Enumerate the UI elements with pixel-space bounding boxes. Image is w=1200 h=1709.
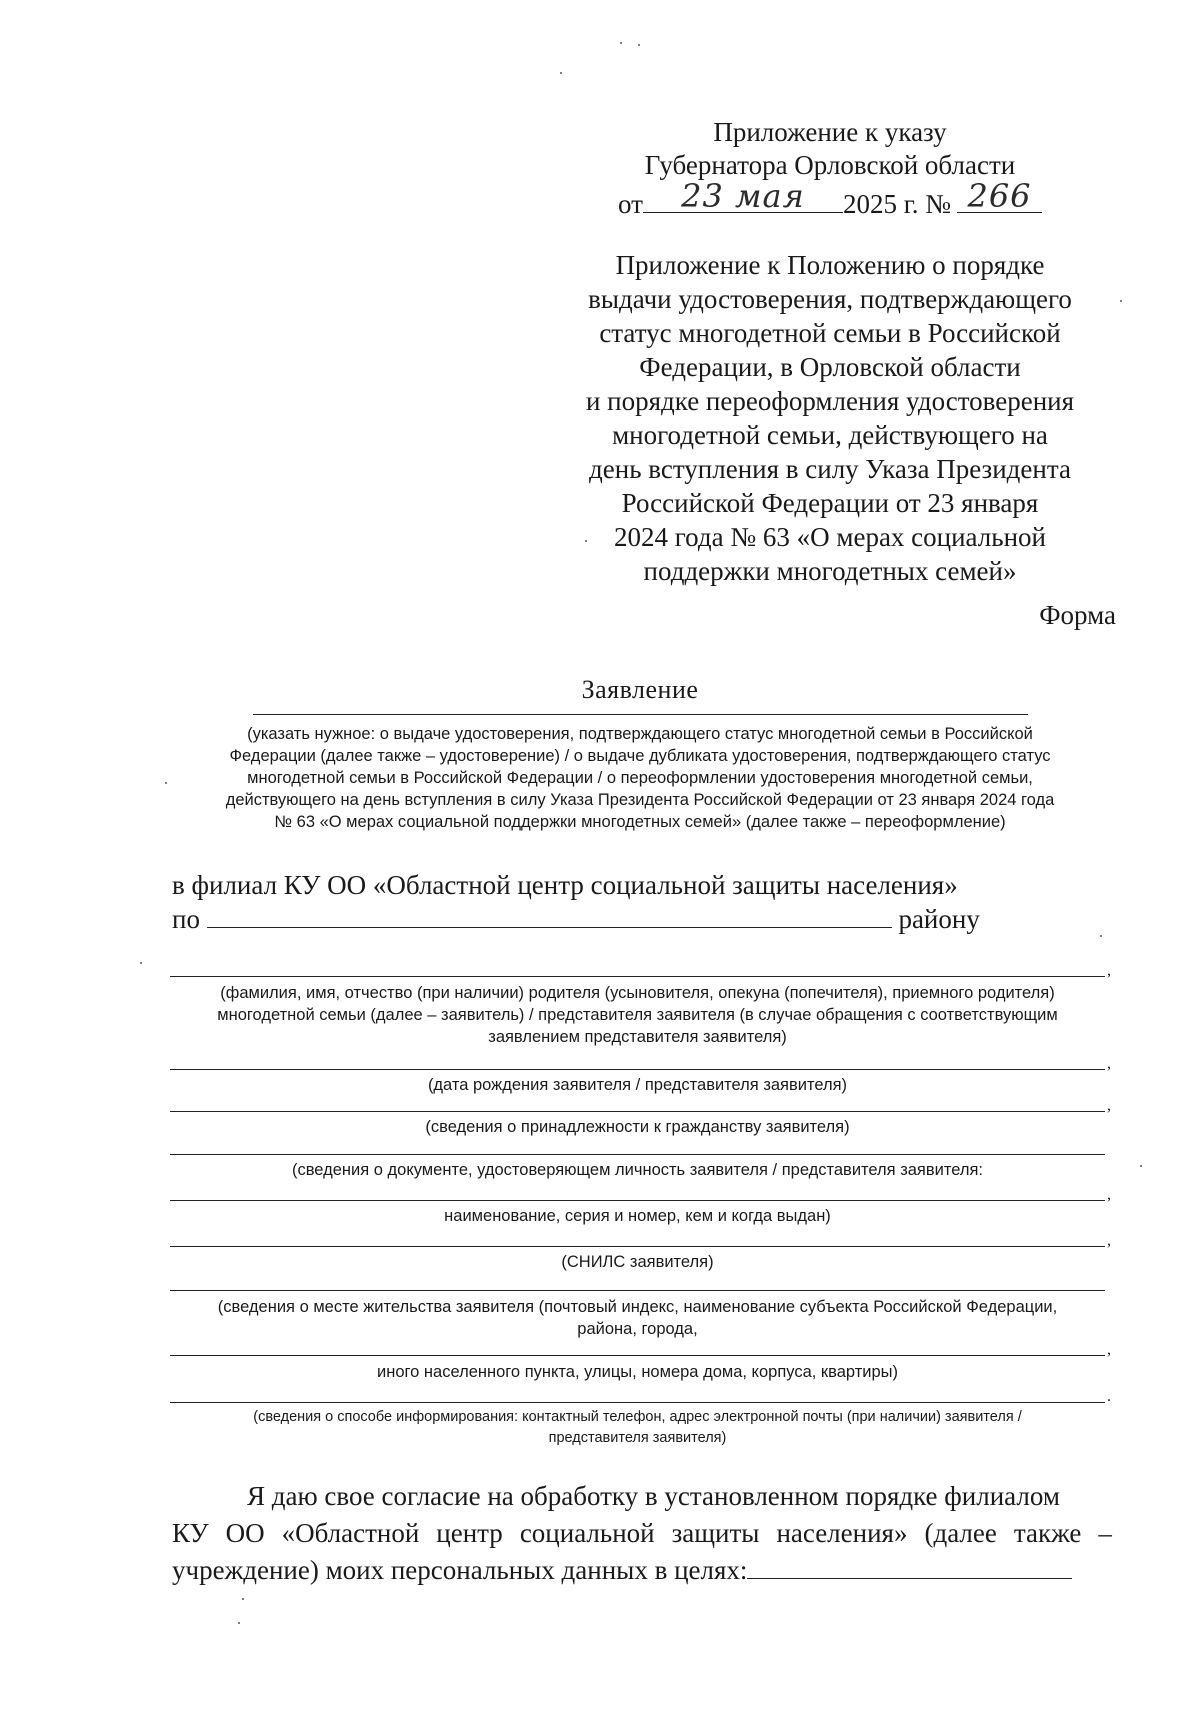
- field-comma: ,: [1107, 962, 1111, 979]
- regulation-line: день вступления в силу Указа Президента: [589, 454, 1071, 484]
- consent-word: –: [1098, 1518, 1112, 1548]
- district-prefix: по: [172, 904, 200, 934]
- consent-paragraph: [172, 1478, 1112, 1589]
- regulation-line: 2024 года № 63 «О мерах социальной: [614, 522, 1046, 552]
- consent-line3-text: учреждение) моих персональных данных в целях:: [172, 1555, 748, 1585]
- field-comma: ,: [1107, 1055, 1111, 1072]
- regulation-line: статус многодетной семьи в Российской: [599, 318, 1061, 348]
- consent-word: (далее: [924, 1518, 997, 1548]
- id-document-caption-2: [160, 1205, 1115, 1227]
- field-comma: ,: [1107, 1097, 1111, 1114]
- field-comma: .: [1107, 1388, 1111, 1405]
- scan-speck: [140, 962, 142, 964]
- district-suffix: району: [898, 904, 980, 934]
- id-document-caption-1: [160, 1159, 1115, 1181]
- decree-date-line: [590, 177, 1070, 221]
- hint-line: действующего на день вступления в силу Указа Президента Российской Федерации от 23 января 2024 года: [225, 791, 1055, 809]
- applicant-name-caption: [160, 982, 1115, 1048]
- caption-line: наименование, серия и номер, кем и когда выдан): [444, 1207, 831, 1225]
- consent-word: ОО: [225, 1518, 265, 1548]
- caption-line: заявлением представителя заявителя): [488, 1028, 787, 1046]
- scan-speck: [242, 1598, 244, 1600]
- birth-date-caption: [160, 1074, 1115, 1096]
- hint-line: многодетной семьи в Российской Федерации / о переоформлении удостоверения многодетной семьи,: [247, 769, 1033, 787]
- number-blank: [957, 177, 1042, 215]
- caption-line: (сведения о способе информирования: контактный телефон, адрес электронной почты (при наличии) заявителя /: [253, 1409, 1022, 1425]
- caption-line: (сведения о документе, удостоверяющем личность заявителя / представителя заявителя:: [291, 1161, 983, 1179]
- hint-line: № 63 «О мерах социальной поддержки многодетных семей» (далее также – переоформление): [274, 813, 1006, 831]
- snils-field[interactable]: [170, 1246, 1105, 1247]
- caption-line: (фамилия, имя, отчество (при наличии) родителя (усыновителя, опекуна (попечителя), приемного родителя): [220, 984, 1055, 1002]
- year-text: 2025 г. №: [842, 189, 951, 219]
- residence-details-field[interactable]: [170, 1355, 1105, 1356]
- caption-line: представителя заявителя): [548, 1430, 727, 1446]
- caption-line: иного населенного пункта, улицы, номера дома, корпуса, квартиры): [376, 1363, 899, 1381]
- citizenship-caption: [160, 1116, 1115, 1138]
- consent-word: населения»: [776, 1518, 908, 1548]
- id-document-field[interactable]: [170, 1154, 1105, 1155]
- scan-speck: [165, 782, 167, 784]
- hint-line: Федерации (далее также – удостоверение) / о выдаче дубликата удостоверения, подтверждающего статус: [229, 747, 1051, 765]
- addressee-district-line: [172, 902, 980, 936]
- scan-speck: [560, 72, 562, 74]
- scan-speck: [238, 1622, 240, 1624]
- regulation-line: Российской Федерации от 23 января: [621, 488, 1039, 518]
- consent-word: социальной: [519, 1518, 655, 1548]
- document-title: Заявление: [581, 675, 699, 704]
- purpose-field[interactable]: [747, 1554, 1072, 1579]
- residence-caption-2: [160, 1361, 1115, 1383]
- applicant-name-field[interactable]: [170, 976, 1105, 977]
- consent-line3: [172, 1552, 1112, 1589]
- field-comma: ,: [1107, 1186, 1111, 1203]
- regulation-line: выдачи удостоверения, подтверждающего: [588, 284, 1072, 314]
- scan-speck: [638, 44, 640, 46]
- application-type-field[interactable]: [253, 714, 1028, 715]
- decree-attachment-line2: Губернатора Орловской области: [644, 150, 1016, 180]
- contact-caption: [160, 1407, 1115, 1449]
- scan-speck: [1140, 1165, 1142, 1167]
- regulation-line: Приложение к Положению о порядке: [615, 250, 1045, 280]
- caption-line: района, города,: [577, 1320, 698, 1338]
- residence-field[interactable]: [170, 1290, 1105, 1291]
- scan-speck: [585, 540, 587, 542]
- decree-attachment-line1: Приложение к указу: [713, 117, 947, 147]
- hint-line: (указать нужное: о выдаче удостоверения, подтверждающего статус многодетной семьи в Российской: [247, 725, 1033, 743]
- caption-line: многодетной семьи (далее – заявитель) / представителя заявителя (в случае обращения с соответствующим: [217, 1006, 1058, 1024]
- date-prefix: от: [618, 189, 643, 219]
- scan-speck: [1100, 935, 1102, 937]
- consent-word: «Областной: [281, 1518, 420, 1548]
- caption-line: (сведения о месте жительства заявителя (почтовый индекс, наименование субъекта Российской Федерации,: [217, 1298, 1058, 1316]
- consent-line1: Я даю свое согласие на обработку в установленном порядке филиалом: [247, 1481, 1060, 1511]
- snils-caption: [160, 1251, 1115, 1273]
- addressee: [172, 868, 980, 936]
- scan-speck: [1120, 300, 1122, 302]
- caption-line: (сведения о принадлежности к гражданству заявителя): [425, 1118, 850, 1136]
- field-comma: ,: [1107, 1232, 1111, 1249]
- application-type-hint: [175, 723, 1105, 833]
- citizenship-field[interactable]: [170, 1111, 1105, 1112]
- district-field[interactable]: [207, 903, 892, 928]
- consent-word: центр: [436, 1518, 503, 1548]
- consent-line2: [172, 1515, 1112, 1552]
- regulation-line: Федерации, в Орловской области: [639, 352, 1021, 382]
- caption-line: (дата рождения заявителя / представителя заявителя): [427, 1076, 848, 1094]
- date-blank: [643, 177, 843, 215]
- id-document-details-field[interactable]: [170, 1200, 1105, 1201]
- regulation-line: и порядке переоформления удостоверения: [585, 386, 1075, 416]
- regulation-line: поддержки многодетных семей»: [643, 556, 1017, 586]
- consent-word: защиты: [671, 1518, 760, 1548]
- form-label: Форма: [1039, 600, 1116, 630]
- birth-date-field[interactable]: [170, 1069, 1105, 1070]
- scan-speck: [620, 42, 622, 44]
- addressee-line1: в филиал КУ ОО «Областной центр социальной защиты населения»: [172, 870, 958, 900]
- handwritten-date: 23 мая: [681, 177, 805, 215]
- handwritten-number: 266: [967, 177, 1032, 215]
- residence-caption-1: [160, 1296, 1115, 1340]
- regulation-attachment-header: [560, 248, 1100, 588]
- decree-attachment-header: [590, 116, 1070, 221]
- regulation-line: многодетной семьи, действующего на: [612, 420, 1048, 450]
- consent-word: КУ: [172, 1518, 209, 1548]
- field-comma: ,: [1107, 1341, 1111, 1358]
- caption-line: (СНИЛС заявителя): [561, 1253, 714, 1271]
- contact-field[interactable]: [170, 1402, 1105, 1403]
- consent-word: также: [1013, 1518, 1082, 1548]
